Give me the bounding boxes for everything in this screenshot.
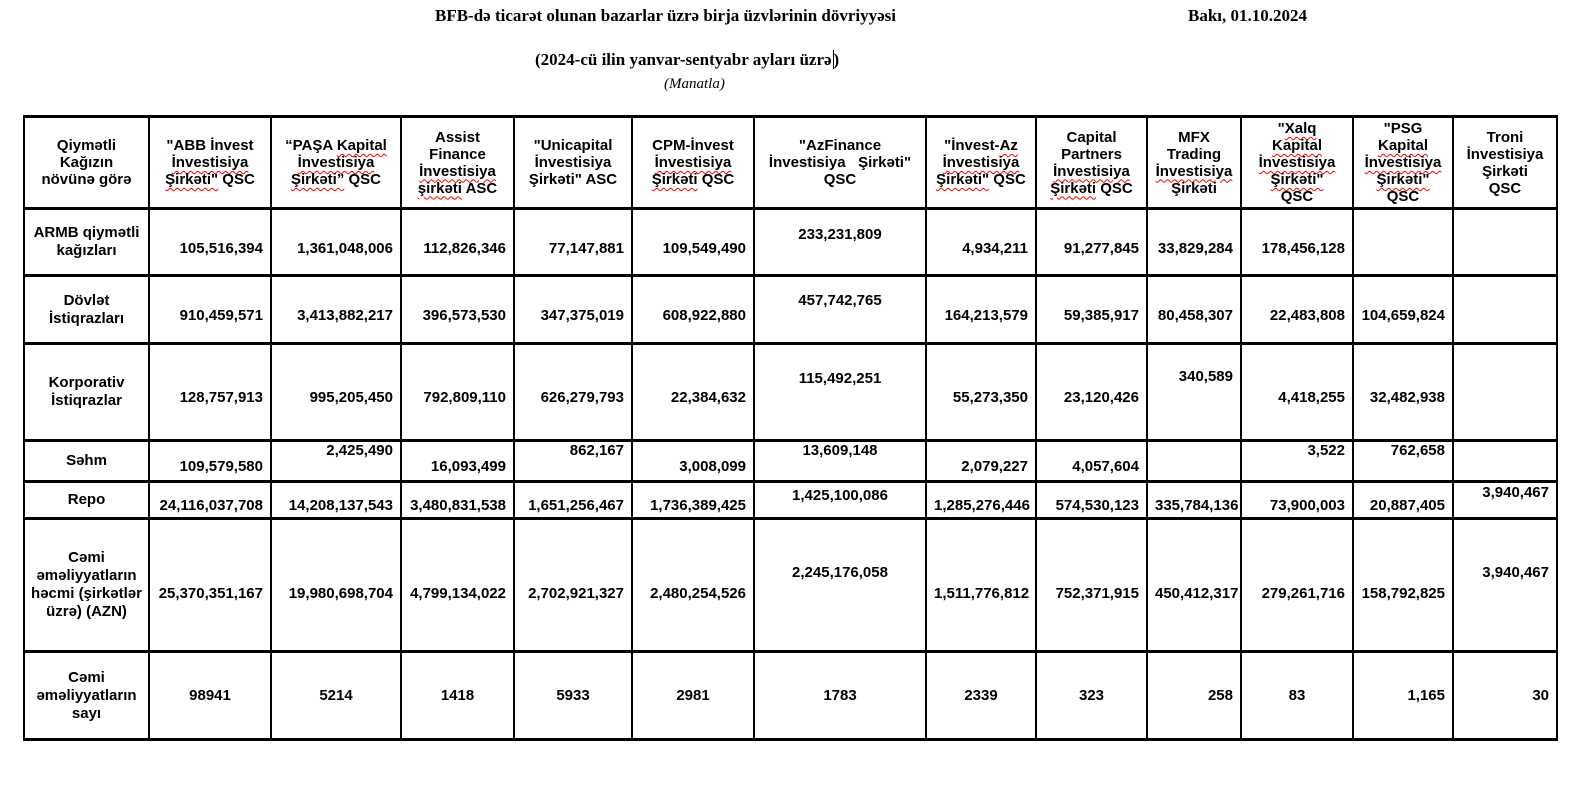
cell-dovlet-psg-kapital[interactable] <box>1353 276 1453 344</box>
subtitle-close-paren: ) <box>833 50 840 69</box>
cell-value: 3,008,099 <box>679 457 746 475</box>
cell-value: 16,093,499 <box>430 457 506 475</box>
cell-value: 1783 <box>823 687 857 704</box>
header-line-text: Şirkəti” <box>290 171 345 188</box>
cell-value: 19,980,698,704 <box>288 584 393 602</box>
cell-value: 457,742,765 <box>798 292 882 309</box>
header-line-text: Şirkəti <box>1050 179 1097 197</box>
cell-value: 80,458,307 <box>1157 307 1233 324</box>
col-header-pasha-kapital[interactable] <box>271 117 401 209</box>
cell-cemi-sayi-abb-invest[interactable] <box>149 652 271 740</box>
cell-value: 752,371,915 <box>1055 584 1139 602</box>
cell-value: 1,511,776,812 <box>934 584 1030 602</box>
corner-header-line: növünə görə <box>41 171 132 188</box>
header-line-text: "AzFinance <box>798 137 882 154</box>
cell-dovlet-unicapital[interactable] <box>514 276 632 344</box>
cell-value: 98941 <box>189 687 231 704</box>
cell-value: 109,549,490 <box>662 239 746 257</box>
cell-sehm-cpm-invest[interactable] <box>632 441 754 482</box>
header-line-text: İnvestisiya <box>1258 154 1336 171</box>
cell-armb-assist-finance[interactable] <box>401 209 514 276</box>
cell-value: 178,456,128 <box>1261 239 1345 257</box>
cell-value: 347,375,019 <box>540 307 624 324</box>
cell-korporativ-mfx-trading[interactable] <box>1147 344 1241 441</box>
row-label-armb[interactable]: ARMB qiymətli kağızları <box>24 209 149 276</box>
header-line-text: Şirkəti" <box>165 171 219 188</box>
cell-armb-invest-az[interactable] <box>926 209 1036 276</box>
cell-value: 1,736,389,425 <box>650 496 746 514</box>
header-line-text: QSC <box>1280 188 1314 205</box>
header-line-text: Şirkəti <box>651 171 698 188</box>
cell-value: 335,784,136 <box>1155 496 1239 514</box>
cell-value: 910,459,571 <box>179 307 263 324</box>
cell-value: 995,205,450 <box>309 388 393 406</box>
cell-value: 862,167 <box>569 441 624 459</box>
col-header-cpm-invest[interactable] <box>632 117 754 209</box>
cell-armb-unicapital[interactable] <box>514 209 632 276</box>
header-line-text: İnvestisiya <box>1466 145 1544 163</box>
cell-cemi-hecmi-invest-az[interactable] <box>926 519 1036 652</box>
cell-korporativ-capital-partners[interactable] <box>1036 344 1147 441</box>
cell-value: 2,079,227 <box>961 457 1028 475</box>
cell-korporativ-assist-finance[interactable] <box>401 344 514 441</box>
corner-header-line: Kağızın <box>59 154 114 171</box>
cell-sehm-capital-partners[interactable] <box>1036 441 1147 482</box>
header-line-text: Kapital <box>336 137 387 154</box>
cell-cemi-sayi-troni[interactable] <box>1453 652 1557 740</box>
cell-value: 25,370,351,167 <box>158 584 263 602</box>
cell-value: 2,702,921,327 <box>528 584 624 602</box>
cell-value: 258 <box>1207 687 1233 704</box>
cell-value: 626,279,793 <box>540 388 624 406</box>
cell-sehm-invest-az[interactable] <box>926 441 1036 482</box>
cell-value: 2981 <box>676 687 710 704</box>
cell-cemi-hecmi-mfx-trading[interactable] <box>1147 519 1241 652</box>
header-line-text: " <box>1277 120 1285 137</box>
cell-dovlet-mfx-trading[interactable] <box>1147 276 1241 344</box>
header-line-text: Partners <box>1061 145 1122 163</box>
header-line-text: Şirkəti" <box>1376 171 1430 188</box>
col-header-mfx-trading[interactable] <box>1147 117 1241 209</box>
cell-dovlet-xalq-kapital[interactable] <box>1241 276 1353 344</box>
cell-value: 30 <box>1532 687 1549 704</box>
header-line-text: İnvestisiya <box>419 162 496 180</box>
header-line-text: Şirkəti" <box>1270 171 1324 188</box>
cell-korporativ-pasha-kapital[interactable] <box>271 344 401 441</box>
cell-armb-abb-invest[interactable] <box>149 209 271 276</box>
cell-cemi-sayi-psg-kapital[interactable] <box>1353 652 1453 740</box>
header-line-text: Şirkəti <box>1171 179 1217 197</box>
cell-value: 104,659,824 <box>1361 307 1445 324</box>
cell-value: 14,208,137,543 <box>288 496 393 514</box>
cell-value: 4,934,211 <box>962 239 1028 257</box>
header-line-text: Kapital <box>1377 137 1428 154</box>
header-line-text: İnvestisiya <box>534 154 612 171</box>
cell-value: 5214 <box>319 687 353 704</box>
cell-cemi-hecmi-psg-kapital[interactable] <box>1353 519 1453 652</box>
unit-note[interactable]: (Manatla) <box>664 76 725 92</box>
cell-cemi-sayi-assist-finance[interactable] <box>401 652 514 740</box>
cell-value: 105,516,394 <box>179 239 263 257</box>
cell-repo-azfinance[interactable] <box>754 482 926 519</box>
cell-cemi-hecmi-assist-finance[interactable] <box>401 519 514 652</box>
header-line-text: Kapital <box>1271 137 1322 154</box>
cell-repo-pasha-kapital[interactable] <box>271 482 401 519</box>
cell-sehm-troni[interactable] <box>1453 441 1557 482</box>
header-line-text: "İnvest- <box>944 137 1000 154</box>
col-header-xalq-kapital[interactable] <box>1241 117 1353 209</box>
cell-repo-mfx-trading[interactable] <box>1147 482 1241 519</box>
header-line-text: Şirkəti" <box>936 171 990 188</box>
cell-value: 3,413,882,217 <box>297 307 393 324</box>
cell-value: 1418 <box>440 687 475 704</box>
cell-cemi-sayi-pasha-kapital[interactable] <box>271 652 401 740</box>
header-line-text: Şirkəti" ASC <box>528 171 618 188</box>
header-line-text: "Unicapital <box>533 137 613 154</box>
cell-value: 55,273,350 <box>952 388 1028 406</box>
cell-sehm-assist-finance[interactable] <box>401 441 514 482</box>
cell-repo-cpm-invest[interactable] <box>632 482 754 519</box>
row-label-repo[interactable]: Repo <box>24 482 149 519</box>
cell-repo-psg-kapital[interactable] <box>1353 482 1453 519</box>
cell-sehm-abb-invest[interactable] <box>149 441 271 482</box>
cell-armb-azfinance[interactable] <box>754 209 926 276</box>
cell-dovlet-cpm-invest[interactable] <box>632 276 754 344</box>
header-line-text: İnvestisiya <box>654 154 732 171</box>
cell-value: 1,165 <box>1407 687 1445 704</box>
cell-value: 1,651,256,467 <box>528 496 624 514</box>
cell-armb-pasha-kapital[interactable] <box>271 209 401 276</box>
cell-value: 13,609,148 <box>802 441 878 459</box>
col-header-assist-finance[interactable] <box>401 117 514 209</box>
cell-cemi-hecmi-azfinance[interactable] <box>754 519 926 652</box>
cell-armb-mfx-trading[interactable] <box>1147 209 1241 276</box>
col-header-troni[interactable] <box>1453 117 1557 209</box>
cell-repo-invest-az[interactable] <box>926 482 1036 519</box>
col-header-azfinance[interactable] <box>754 117 926 209</box>
cell-value: 233,231,809 <box>798 225 882 243</box>
header-line-text: Capital <box>1066 128 1117 146</box>
header-line-text: İnvestisiya <box>1053 162 1130 180</box>
cell-cemi-sayi-unicapital[interactable] <box>514 652 632 740</box>
cell-value: 128,757,913 <box>179 388 263 406</box>
cell-sehm-unicapital[interactable] <box>514 441 632 482</box>
cell-value: 2,245,176,058 <box>792 563 888 581</box>
header-line-text: QSC <box>823 171 857 188</box>
cell-value: 1,361,048,006 <box>297 239 393 257</box>
cell-korporativ-xalq-kapital[interactable] <box>1241 344 1353 441</box>
cell-korporativ-azfinance[interactable] <box>754 344 926 441</box>
cell-value: 5933 <box>556 687 590 704</box>
cell-armb-psg-kapital[interactable] <box>1353 209 1453 276</box>
header-line-text: QSC <box>989 171 1026 188</box>
header-line-text: QSC <box>218 171 255 188</box>
cell-repo-capital-partners[interactable] <box>1036 482 1147 519</box>
row-label-cemi-sayi[interactable]: Cəmi əməliyyatların sayı <box>24 652 149 740</box>
cell-value: 396,573,530 <box>422 307 506 324</box>
cell-value: 91,277,845 <box>1063 239 1139 257</box>
cell-value: 3,940,467 <box>1482 563 1549 581</box>
cell-cemi-hecmi-capital-partners[interactable] <box>1036 519 1147 652</box>
corner-header[interactable] <box>24 117 149 209</box>
cell-armb-troni[interactable] <box>1453 209 1557 276</box>
header-line-text: Finance <box>429 145 486 163</box>
cell-armb-capital-partners[interactable] <box>1036 209 1147 276</box>
cell-value: 323 <box>1078 687 1105 704</box>
cell-cemi-hecmi-xalq-kapital[interactable] <box>1241 519 1353 652</box>
cell-value: 33,829,284 <box>1157 239 1233 257</box>
header-line-text: QSC <box>1386 188 1420 205</box>
cell-value: 4,418,255 <box>1278 388 1345 406</box>
row-label-korporativ[interactable]: Korporativ İstiqrazlar <box>24 344 149 441</box>
cell-value: 2,425,490 <box>326 441 393 459</box>
cell-value: 115,492,251 <box>798 369 882 387</box>
cell-armb-xalq-kapital[interactable] <box>1241 209 1353 276</box>
cell-value: 23,120,426 <box>1063 388 1139 406</box>
cell-value: 1,285,276,446 <box>934 496 1030 514</box>
col-header-abb-invest[interactable] <box>149 117 271 209</box>
row-label-dovlet[interactable]: Dövlət İstiqrazları <box>24 276 149 344</box>
cell-korporativ-invest-az[interactable] <box>926 344 1036 441</box>
header-line-text: Trading <box>1166 145 1222 163</box>
header-line-text: İnvestisiya <box>942 154 1020 171</box>
cell-cemi-hecmi-cpm-invest[interactable] <box>632 519 754 652</box>
cell-value: 20,887,405 <box>1369 496 1445 514</box>
header-line-text: QSC <box>1096 179 1133 197</box>
cell-value: 158,792,825 <box>1361 584 1445 602</box>
corner-header-line: Qiymətli <box>56 137 117 154</box>
cell-dovlet-abb-invest[interactable] <box>149 276 271 344</box>
cell-cemi-hecmi-abb-invest[interactable] <box>149 519 271 652</box>
cell-cemi-sayi-azfinance[interactable] <box>754 652 926 740</box>
header-line-text: QSC <box>697 171 735 188</box>
cell-value: 77,147,881 <box>548 239 624 257</box>
cell-dovlet-pasha-kapital[interactable] <box>271 276 401 344</box>
header-line-text: “PAŞA <box>285 137 337 154</box>
cell-value: 3,480,831,538 <box>410 496 506 514</box>
cell-cemi-hecmi-troni[interactable] <box>1453 519 1557 652</box>
cell-sehm-mfx-trading[interactable] <box>1147 441 1241 482</box>
header-line-text: ASC <box>461 179 498 197</box>
cell-cemi-sayi-cpm-invest[interactable] <box>632 652 754 740</box>
cell-korporativ-cpm-invest[interactable] <box>632 344 754 441</box>
header-line-text: Troni <box>1486 128 1524 146</box>
subtitle-text: (2024-cü ilin yanvar-sentyabr ayları üzrə <box>535 50 832 69</box>
cell-dovlet-capital-partners[interactable] <box>1036 276 1147 344</box>
cell-cemi-sayi-xalq-kapital[interactable] <box>1241 652 1353 740</box>
cell-value: 73,900,003 <box>1269 496 1345 514</box>
members-table <box>23 115 1558 741</box>
header-line-text: MFX <box>1178 128 1210 146</box>
cell-repo-troni[interactable] <box>1453 482 1557 519</box>
cell-value: 4,799,134,022 <box>410 584 506 602</box>
cell-value: 112,826,346 <box>423 239 506 257</box>
cell-repo-unicapital[interactable] <box>514 482 632 519</box>
header-line-text: QSC <box>344 171 382 188</box>
cell-value: 608,922,880 <box>662 307 746 324</box>
cell-sehm-azfinance[interactable] <box>754 441 926 482</box>
header-line-text: QSC <box>1488 179 1522 197</box>
page-title[interactable]: BFB-də ticarət olunan bazarlar üzrə birja üzvlərinin dövriyyəsi <box>435 6 897 25</box>
cell-value: 762,658 <box>1390 441 1445 459</box>
cell-value: 32,482,938 <box>1369 388 1445 406</box>
cell-cemi-hecmi-pasha-kapital[interactable] <box>271 519 401 652</box>
header-line-text: Az <box>999 137 1018 154</box>
cell-value: 450,412,317 <box>1155 584 1239 602</box>
header-line-text: Şirkəti <box>1482 162 1528 180</box>
cell-value: 1,425,100,086 <box>792 486 888 504</box>
header-line-text: Xalq <box>1284 120 1317 137</box>
cell-value: 2,480,254,526 <box>650 584 746 602</box>
cell-value: 22,483,808 <box>1269 307 1345 324</box>
cell-sehm-xalq-kapital[interactable] <box>1241 441 1353 482</box>
header-line-text: İnvestisiya <box>1155 162 1233 180</box>
cell-korporativ-abb-invest[interactable] <box>149 344 271 441</box>
col-header-capital-partners[interactable] <box>1036 117 1147 209</box>
cell-korporativ-unicapital[interactable] <box>514 344 632 441</box>
cell-value: 340,589 <box>1178 367 1233 385</box>
header-line-text: İnvestisiya <box>297 154 375 171</box>
cell-korporativ-troni[interactable] <box>1453 344 1557 441</box>
header-line-text: İnvestisiya Şirkəti" <box>768 154 912 171</box>
header-line-text: şirkəti <box>417 179 462 197</box>
cell-dovlet-troni[interactable] <box>1453 276 1557 344</box>
cell-value: 3,940,467 <box>1482 483 1549 501</box>
cell-value: 2339 <box>964 687 998 704</box>
cell-value: 109,579,580 <box>179 457 263 475</box>
cell-value: 24,116,037,708 <box>159 496 263 514</box>
cell-armb-cpm-invest[interactable] <box>632 209 754 276</box>
cell-value: 164,213,579 <box>944 307 1028 324</box>
col-header-unicapital[interactable] <box>514 117 632 209</box>
cell-sehm-psg-kapital[interactable] <box>1353 441 1453 482</box>
cell-cemi-hecmi-unicapital[interactable] <box>514 519 632 652</box>
cell-repo-assist-finance[interactable] <box>401 482 514 519</box>
cell-value: 3,522 <box>1307 441 1345 459</box>
row-label-sehm[interactable]: Səhm <box>24 441 149 482</box>
cell-value: 22,384,632 <box>670 388 746 406</box>
cell-dovlet-azfinance[interactable] <box>754 276 926 344</box>
cell-value: 83 <box>1288 687 1306 704</box>
cell-value: 792,809,110 <box>423 388 506 406</box>
cell-cemi-sayi-capital-partners[interactable] <box>1036 652 1147 740</box>
col-header-invest-az[interactable] <box>926 117 1036 209</box>
cell-cemi-sayi-invest-az[interactable] <box>926 652 1036 740</box>
header-line-text: "PSG <box>1383 120 1423 137</box>
col-header-psg-kapital[interactable] <box>1353 117 1453 209</box>
header-line-text: İnvestisiya <box>1364 154 1442 171</box>
header-line-text: CPM-İnvest <box>652 137 734 154</box>
cell-repo-xalq-kapital[interactable] <box>1241 482 1353 519</box>
cell-korporativ-psg-kapital[interactable] <box>1353 344 1453 441</box>
cell-repo-abb-invest[interactable] <box>149 482 271 519</box>
header-line-text: "ABB İnvest <box>166 137 254 154</box>
cell-dovlet-invest-az[interactable] <box>926 276 1036 344</box>
row-label-cemi-hecmi[interactable]: Cəmi əməliyyatların həcmi (şirkətlər üzrə) (AZN) <box>24 519 149 652</box>
cell-sehm-pasha-kapital[interactable] <box>271 441 401 482</box>
cell-value: 4,057,604 <box>1072 457 1139 475</box>
cell-dovlet-assist-finance[interactable] <box>401 276 514 344</box>
document-date[interactable]: Bakı, 01.10.2024 <box>1188 6 1308 25</box>
header-line-text: Assist <box>434 128 481 146</box>
cell-value: 59,385,917 <box>1063 307 1139 324</box>
header-line-text: İnvestisiya <box>171 154 249 171</box>
cell-value: 279,261,716 <box>1261 584 1345 602</box>
cell-value: 574,530,123 <box>1055 496 1139 514</box>
cell-cemi-sayi-mfx-trading[interactable] <box>1147 652 1241 740</box>
document-subtitle[interactable] <box>535 50 839 70</box>
